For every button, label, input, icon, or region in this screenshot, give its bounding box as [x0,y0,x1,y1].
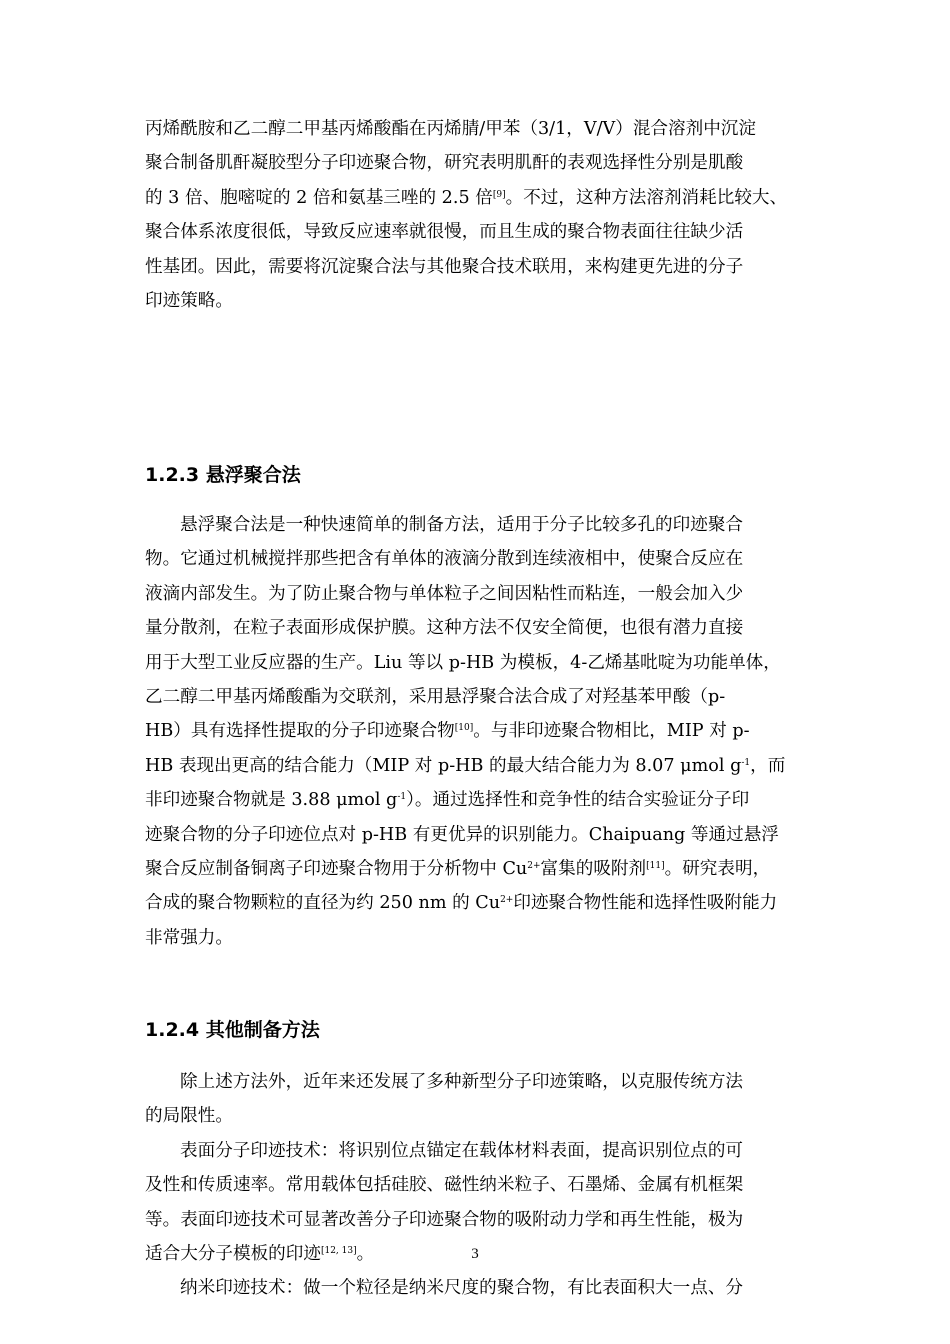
text-line: 聚合制备肌酐凝胶型分子印迹聚合物，研究表明肌酐的表观选择性分别是肌酸 [145,153,744,174]
text-line: HB）具有选择性提取的分子印迹聚合物[10]。与非印迹聚合物相比，MIP 对 p- [145,721,750,742]
superscript: 2+ [527,861,541,872]
text-line: 悬浮聚合法是一种快速简单的制备方法，适用于分子比较多孔的印迹聚合 [180,515,744,535]
text-line: 除上述方法外，近年来还发展了多种新型分子印迹策略，以克服传统方法 [180,1072,744,1092]
citation-ref: [11] [646,861,665,872]
text-line: 的局限性。 [145,1106,233,1127]
citation-ref: [9] [492,189,506,200]
text-line: 纳米印迹技术：做一个粒径是纳米尺度的聚合物，有比表面积大一点、分 [180,1278,744,1299]
text-line: 用于大型工业反应器的生产。Liu 等以 p-HB 为模板，4-乙烯基吡啶为功能单体， [145,652,781,673]
paragraph-precipitation-polymerization [145,112,808,318]
text-line: 非印迹聚合物就是 3.88 μmol $g^{-1}$）。通过选择性和竞争性的结合实验证分子印 [145,790,750,811]
section-heading-1-2-4: 1.2.4 其他制备方法 [145,1019,320,1041]
text-line: 液滴内部发生。为了防止聚合物与单体粒子之间因粘性而粘连，一般会加入少 [145,583,744,604]
text-line: 印迹策略。 [145,291,233,312]
text-line: HB 表现出更高的结合能力（MIP 对 p-HB 的最大结合能力为 8.07 μmol $g^{-1}$，而 [145,755,786,776]
section-heading-1-2-3: 1.2.3 悬浮聚合法 [145,464,301,486]
text-line: 聚合反应制备铜离子印迹聚合物用于分析物中 $Cu^{2+}$富集的吸附剂[11]。研究表明， [145,859,771,880]
text-line: 物。它通过机械搅拌那些把含有单体的液滴分散到连续液相中，使聚合反应在 [145,549,744,570]
text-line: 丙烯酰胺和乙二醇二甲基丙烯酸酯在丙烯腈/甲苯（3/1，V/V）混合溶剂中沉淀 [145,119,756,139]
text-line: 适合大分子模板的印迹[12, 13]。 [145,1244,375,1265]
text-line: 合成的聚合物颗粒的直径为约 250 nm 的 $Cu^{2+}$印迹聚合物性能和选择性吸附能力 [145,893,778,914]
text-line: 表面分子印迹技术：将识别位点锚定在载体材料表面，提高识别位点的可 [180,1140,744,1161]
text-line: 等。表面印迹技术可显著改善分子印迹聚合物的吸附动力学和再生性能，极为 [145,1209,744,1230]
text-line: 量分散剂，在粒子表面形成保护膜。这种方法不仅安全简便，也很有潜力直接 [145,618,744,639]
paragraph-nano-imprinting [145,1271,808,1305]
text-line: 非常强力。 [145,927,233,948]
superscript: 2+ [500,895,514,906]
text-line: 乙二醇二甲基丙烯酸酯为交联剂，采用悬浮聚合法合成了对羟基苯甲酸（p- [145,687,726,708]
text-line: 的 3 倍、胞嘧啶的 2 倍和氨基三唑的 2.5 倍[9]。不过，这种方法溶剂消耗比较大、 [145,187,788,208]
text-line: 及性和传质速率。常用载体包括硅胶、磁性纳米粒子、石墨烯、金属有机框架 [145,1175,744,1196]
superscript: -1 [397,792,407,803]
paragraph-intro [145,1065,808,1134]
citation-ref: [10] [454,723,474,734]
text-line: 迹聚合物的分子印迹位点对 p-HB 有更优异的识别能力。Chaipuang 等通过悬浮 [145,824,779,845]
section-other-methods [145,1065,808,1306]
text-line: 聚合体系浓度很低，导致反应速率就很慢，而且生成的聚合物表面往往缺少活 [145,222,744,243]
citation-ref: [12, 13] [320,1246,357,1257]
text-line: 性基团。因此，需要将沉淀聚合法与其他聚合技术联用，来构建更先进的分子 [145,256,744,277]
superscript: -1 [741,757,751,768]
paragraph-suspension-polymerization [145,508,808,955]
page-number: 3 [471,1246,479,1262]
